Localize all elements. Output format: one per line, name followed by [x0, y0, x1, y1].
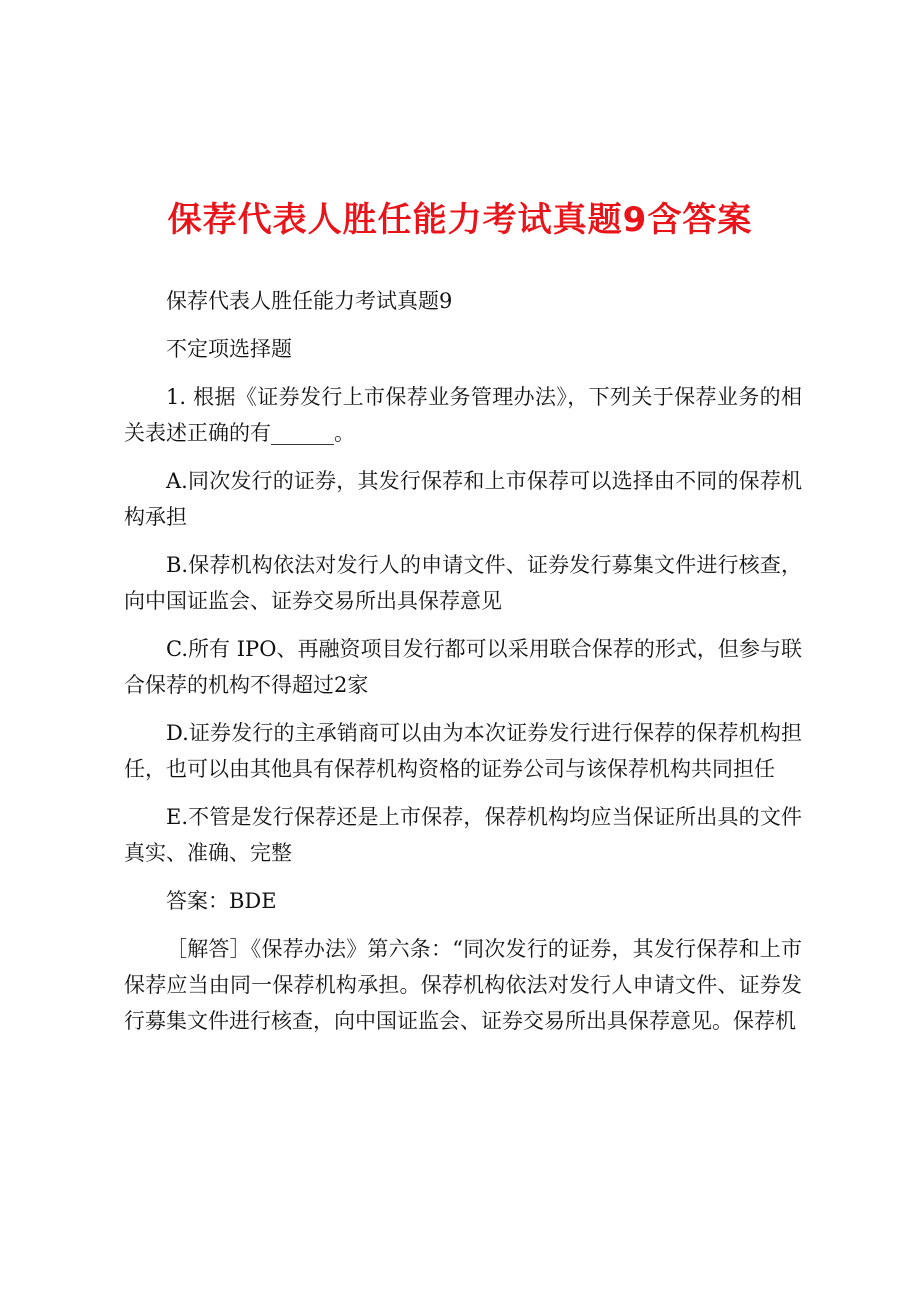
section-heading: 不定项选择题 [166, 337, 292, 361]
option-c: C.所有 IPO、再融资项目发行都可以采用联合保荐的形式，但参与联合保荐的机构不得超过2家 [124, 637, 802, 697]
explanation: ［解答］《保荐办法》第六条：“同次发行的证券，其发行保荐和上市保荐应当由同一保荐机构承担。保荐机构依法对发行人申请文件、证券发行募集文件进行核查，向中国证监会、证券交易所出具保荐意见。保荐机 [124, 937, 802, 1033]
exam-subtitle: 保荐代表人胜任能力考试真题9 [166, 289, 453, 313]
document-title: 保荐代表人胜任能力考试真题9含答案 [167, 200, 753, 240]
option-b: B.保荐机构依法对发行人的申请文件、证券发行募集文件进行核查，向中国证监会、证券交易所出具保荐意见 [124, 553, 802, 613]
answer: 答案：BDE [166, 889, 277, 913]
option-e: E.不管是发行保荐还是上市保荐，保荐机构均应当保证所出具的文件真实、准确、完整 [124, 805, 802, 865]
option-a: A.同次发行的证券，其发行保荐和上市保荐可以选择由不同的保荐机构承担 [124, 469, 802, 529]
option-d: D.证券发行的主承销商可以由为本次证券发行进行保荐的保荐机构担任，也可以由其他具有保荐机构资格的证券公司与该保荐机构共同担任 [124, 721, 802, 781]
document-body [124, 283, 802, 1051]
question-1: 1. 根据《证券发行上市保荐业务管理办法》，下列关于保荐业务的相关表述正确的有______。 [124, 385, 802, 445]
